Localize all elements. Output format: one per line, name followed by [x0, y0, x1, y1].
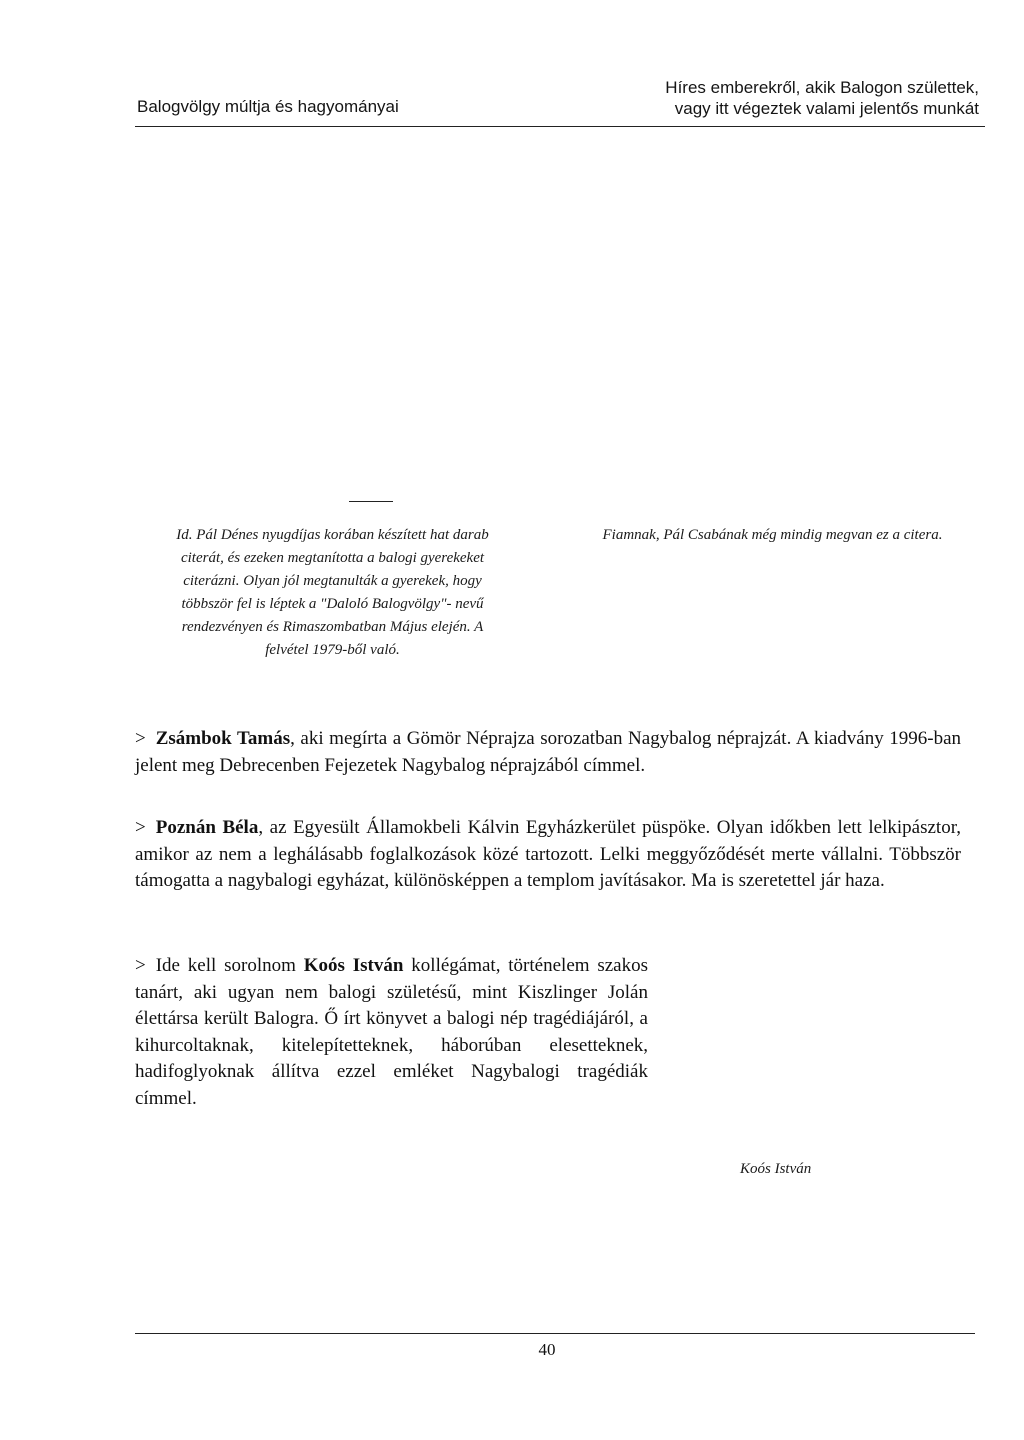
page-number: 40 [538, 1340, 556, 1359]
running-header-right-line2: vagy itt végeztek valami jelentős munkát [674, 99, 979, 118]
paragraph-text: , az Egyesült Államokbeli Kálvin Egyházkerület püspöke. Olyan időkben lett lelkipásztor, amikor az nem a leghálásabb foglalkozások közé tartozott. Lelki meggyőződését merte vállalni. Többször támogatta a nagybalogi egyházat, különösképpen a templom javításakor. Ma is szeretettel jár haza. [135, 817, 962, 891]
photo-divider [349, 501, 393, 502]
person-name: Poznán Béla [155, 817, 259, 838]
person-name: Koós István [303, 955, 404, 976]
bullet-marker: > [135, 728, 146, 749]
author-signature: Koós István [740, 1161, 812, 1177]
paragraph-poznan [135, 815, 961, 895]
caption-right: Fiamnak, Pál Csabának még mindig megvan ez a citera. [602, 527, 943, 543]
paragraph-zsambok [135, 726, 961, 779]
paragraph-koos [135, 953, 648, 1112]
running-header-right [665, 77, 979, 119]
bullet-marker: > [135, 955, 146, 976]
paragraph-text: , aki megírta a Gömör Néprajza sorozatban Nagybalog néprajzát. A kiadvány 1996-ban jelent meg Debrecenben Fejezetek Nagybalog néprajzából címmel. [135, 728, 961, 776]
paragraph-intro: Ide kell sorolnom [155, 955, 304, 976]
person-name: Zsámbok Tamás [155, 728, 291, 749]
footer-rule [135, 1333, 975, 1334]
paragraph-text: kollégámat, történelem szakos tanárt, aki ugyan nem balogi születésű, mint Kiszlinger Jolán élettársa került Balogra. Ő írt könyvet a balogi nép tragédiájáról, a kihurcoltaknak, kitelepítetteknek, háborúban elesetteknek, hadifoglyoknak állítva ezzel emléket Nagybalogi tragédiák címmel. [135, 955, 649, 1109]
photo-area [135, 150, 985, 480]
header-rule [135, 126, 985, 127]
running-header-left: Balogvölgy múltja és hagyományai [137, 97, 399, 116]
bullet-marker: > [135, 817, 146, 838]
caption-left: Id. Pál Dénes nyugdíjas korában készített hat darab citerát, és ezeken megtanította a balogi gyerekeket citerázni. Olyan jól megtanulták a gyerekek, hogy többször fel is léptek a "Daloló Balogvölgy"- nevű rendezvényen és Rimaszombatban Május elején. A felvétel 1979-ből való. [176, 527, 489, 658]
running-header-right-line1: Híres emberekről, akik Balogon születtek, [665, 78, 979, 97]
